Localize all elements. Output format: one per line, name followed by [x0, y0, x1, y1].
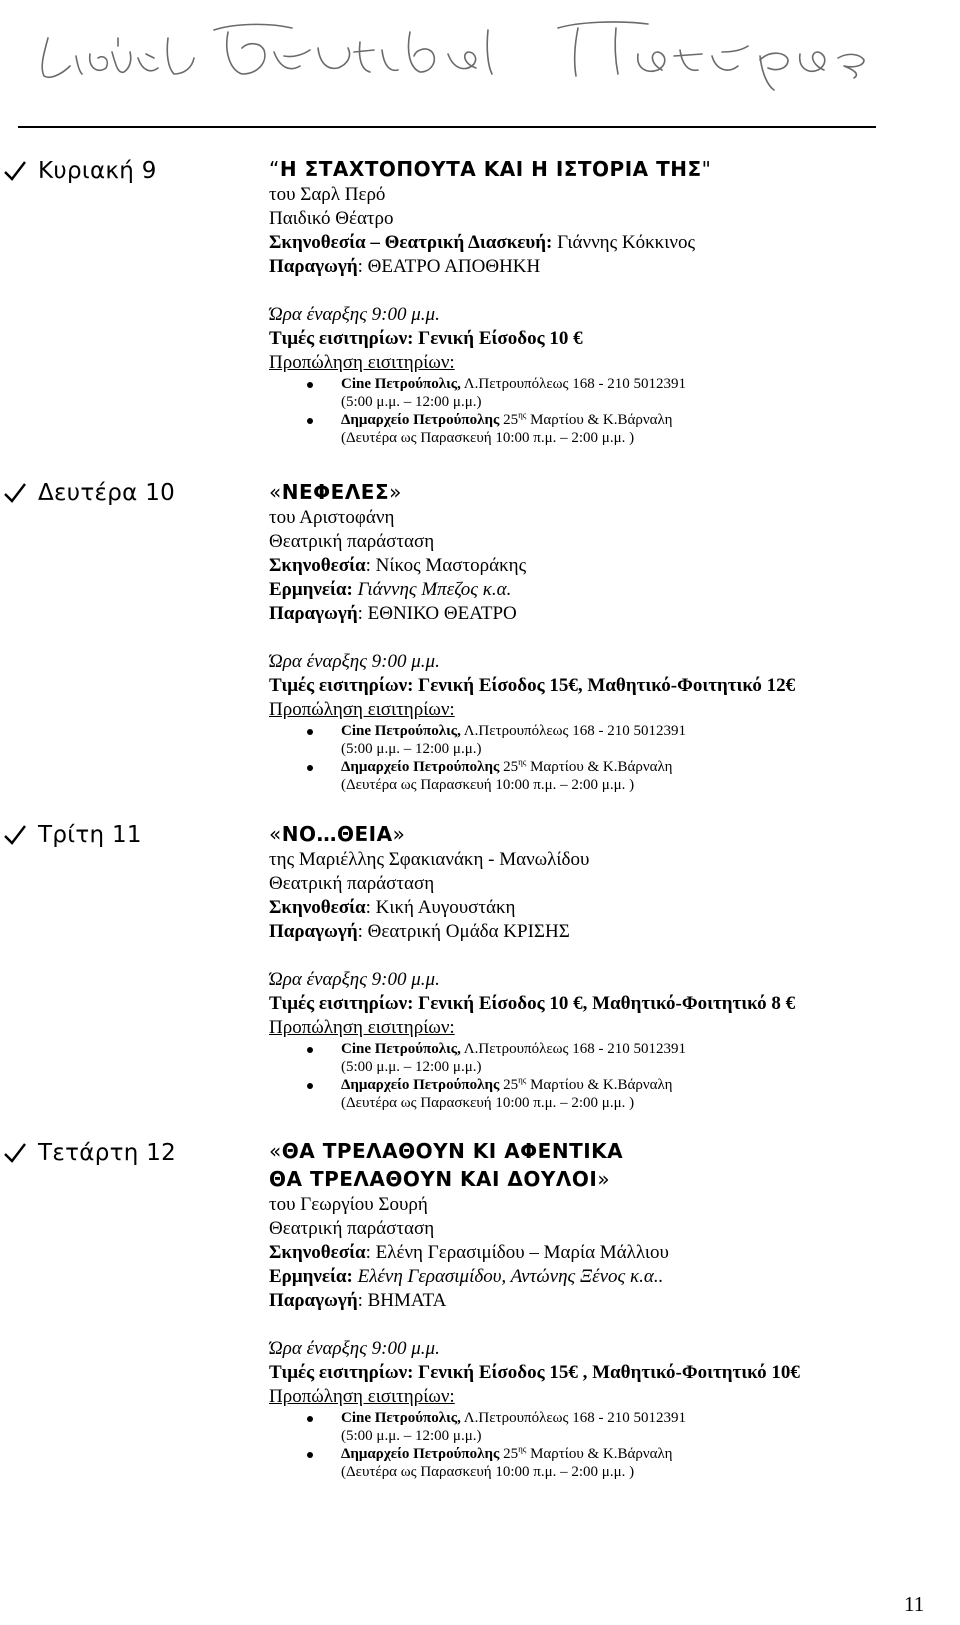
- venue-hours: (5:00 μ.μ. – 12:00 μ.μ.): [341, 1059, 482, 1075]
- checkmark-icon: [2, 822, 28, 848]
- event-genre: Θεατρική παράσταση: [269, 1218, 435, 1239]
- event-title: «ΝΟ…ΘΕΙΑ»: [269, 822, 406, 846]
- event-author: της Μαριέλλης Σφακιανάκη - Μανωλίδου: [269, 849, 590, 870]
- day-name: Κυριακή 9: [38, 158, 157, 184]
- day-name: Τρίτη 11: [38, 822, 142, 848]
- day-heading: [0, 822, 230, 852]
- venue-item: Cine Πετρούπολις, Λ.Πετρουπόλεως 168 - 210 5012391: [269, 1040, 949, 1058]
- day-heading: [0, 480, 230, 510]
- event-title: «ΘΑ ΤΡΕΛΑΘΟΥΝ ΚΙ ΑΦΕΝΤΙΚΑ: [269, 1139, 624, 1163]
- presale-heading: Προπώληση εισιτηρίων:: [269, 352, 455, 373]
- checkmark-icon: [2, 1140, 28, 1166]
- event-director: Σκηνοθεσία: Ελένη Γερασιμίδου – Μαρία Μάλλιου: [269, 1242, 669, 1263]
- event-block: [269, 155, 949, 447]
- event-author: του Σαρλ Περό: [269, 184, 386, 205]
- event-start-time: Ώρα έναρξης 9:00 μ.μ.: [269, 969, 440, 990]
- venue-item: Δημαρχείο Πετρούπολης $25^{\eta\varsigma}$ Μαρτίου & Κ.Βάρναλη: [269, 411, 949, 429]
- checkmark-icon: [2, 158, 28, 184]
- presale-heading: Προπώληση εισιτηρίων:: [269, 1386, 455, 1407]
- event-director: Σκηνοθεσία: Κική Αυγουστάκη: [269, 897, 516, 918]
- presale-heading: Προπώληση εισιτηρίων:: [269, 699, 455, 720]
- event-start-time: Ώρα έναρξης 9:00 μ.μ.: [269, 1338, 440, 1359]
- venue-hours: (Δευτέρα ως Παρασκευή 10:00 π.μ. – 2:00 μ.μ. ): [341, 430, 635, 446]
- event-genre: Θεατρική παράσταση: [269, 873, 435, 894]
- venue-hours: (5:00 μ.μ. – 12:00 μ.μ.): [341, 1428, 482, 1444]
- event-block: [269, 478, 949, 794]
- venue-hours: (Δευτέρα ως Παρασκευή 10:00 π.μ. – 2:00 μ.μ. ): [341, 1464, 635, 1480]
- venue-item: Δημαρχείο Πετρούπολης $25^{\eta\varsigma}$ Μαρτίου & Κ.Βάρναλη: [269, 1445, 949, 1463]
- event-prices: Τιμές εισιτηρίων: Γενική Είσοδος 10 €, Μαθητικό-Φοιτητικό 8 €: [269, 993, 796, 1014]
- event-title-line-2: ΘΑ ΤΡΕΛΑΘΟΥΝ ΚΑΙ ΔΟΥΛΟΙ»: [269, 1167, 611, 1191]
- day-name: Δευτέρα 10: [38, 480, 176, 506]
- event-prices: Τιμές εισιτηρίων: Γενική Είσοδος 15€ , Μαθητικό-Φοιτητικό 10€: [269, 1362, 800, 1383]
- page-number: 11: [904, 1592, 925, 1616]
- venue-hours: (Δευτέρα ως Παρασκευή 10:00 π.μ. – 2:00 μ.μ. ): [341, 1095, 635, 1111]
- event-prices: Τιμές εισιτηρίων: Γενική Είσοδος 15€, Μαθητικό-Φοιτητικό 12€: [269, 675, 796, 696]
- event-cast: Ερμηνεία: Ελένη Γερασιμίδου, Αντώνης Ξένος κ.α..: [269, 1266, 664, 1287]
- venue-item: Cine Πετρούπολις, Λ.Πετρουπόλεως 168 - 210 5012391: [269, 722, 949, 740]
- event-director: Σκηνοθεσία – Θεατρική Διασκευή: Γιάννης Κόκκινος: [269, 232, 695, 253]
- event-author: του Αριστοφάνη: [269, 507, 395, 528]
- event-production: Παραγωγή: Θεατρική Ομάδα ΚΡΙΣΗΣ: [269, 921, 570, 942]
- venue-item: Δημαρχείο Πετρούπολης $25^{\eta\varsigma}$ Μαρτίου & Κ.Βάρναλη: [269, 758, 949, 776]
- checkmark-icon: [2, 480, 28, 506]
- event-genre: Παιδικό Θέατρο: [269, 208, 394, 229]
- day-heading: [0, 1140, 230, 1170]
- venue-item: Δημαρχείο Πετρούπολης $25^{\eta\varsigma}$ Μαρτίου & Κ.Βάρναλη: [269, 1076, 949, 1094]
- presale-heading: Προπώληση εισιτηρίων:: [269, 1017, 455, 1038]
- event-start-time: Ώρα έναρξης 9:00 μ.μ.: [269, 304, 440, 325]
- event-prices: Τιμές εισιτηρίων: Γενική Είσοδος 10 €: [269, 328, 583, 349]
- day-name: Τετάρτη 12: [38, 1140, 177, 1166]
- event-production: Παραγωγή: ΕΘΝΙΚΟ ΘΕΑΤΡΟ: [269, 603, 517, 624]
- event-director: Σκηνοθεσία: Νίκος Μαστοράκης: [269, 555, 527, 576]
- event-start-time: Ώρα έναρξης 9:00 μ.μ.: [269, 651, 440, 672]
- venue-hours: (5:00 μ.μ. – 12:00 μ.μ.): [341, 394, 482, 410]
- event-title: “Η ΣΤΑΧΤΟΠΟΥΤΑ ΚΑΙ Η ΙΣΤΟΡΙΑ ΤΗΣ": [269, 157, 712, 181]
- event-genre: Θεατρική παράσταση: [269, 531, 435, 552]
- venue-item: Cine Πετρούπολις, Λ.Πετρουπόλεως 168 - 210 5012391: [269, 1409, 949, 1427]
- event-production: Παραγωγή: ΘΕΑΤΡΟ ΑΠΟΘΗΚΗ: [269, 256, 541, 277]
- event-title: «ΝΕΦΕΛΕΣ»: [269, 480, 402, 504]
- header-rule: [18, 126, 876, 128]
- festival-logo: [18, 8, 878, 98]
- venue-hours: (Δευτέρα ως Παρασκευή 10:00 π.μ. – 2:00 μ.μ. ): [341, 777, 635, 793]
- event-production: Παραγωγή: ΒΗΜΑΤΑ: [269, 1290, 447, 1311]
- venue-hours: (5:00 μ.μ. – 12:00 μ.μ.): [341, 741, 482, 757]
- event-block: [269, 820, 949, 1112]
- event-cast: Ερμηνεία: Γιάννης Μπεζος κ.α.: [269, 579, 512, 600]
- event-author: του Γεωργίου Σουρή: [269, 1194, 428, 1215]
- day-heading: [0, 158, 230, 188]
- event-block: [269, 1137, 949, 1481]
- venue-item: Cine Πετρούπολις, Λ.Πετρουπόλεως 168 - 210 5012391: [269, 375, 949, 393]
